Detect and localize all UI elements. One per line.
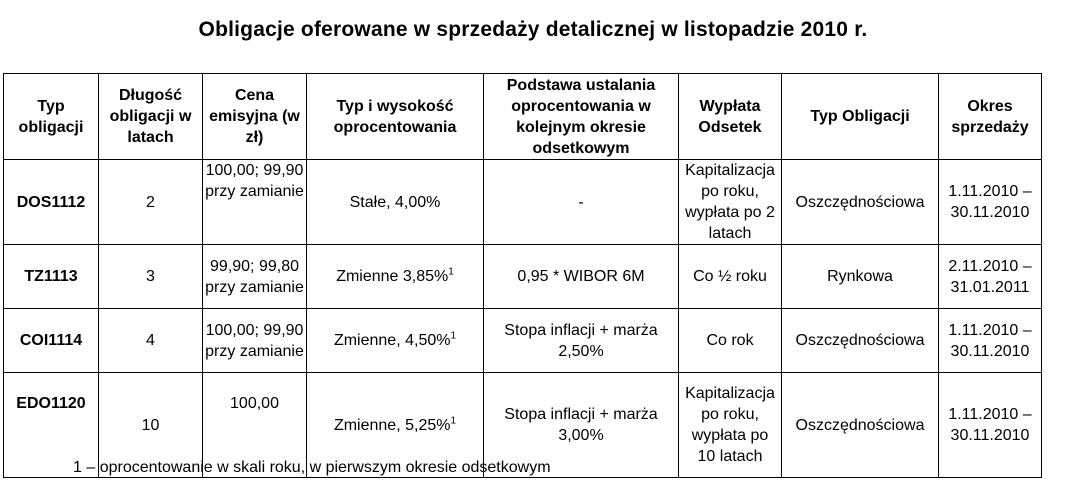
bond-payout: Co ½ roku [679, 245, 782, 309]
footnote [73, 459, 551, 477]
header-sale-period: Okres sprzedaży [939, 74, 1042, 160]
bond-code: DOS1112 [4, 160, 99, 245]
bond-basis: Stopa inflacji + marża 2,50% [484, 309, 679, 373]
bond-length: 3 [99, 245, 203, 309]
bond-rate [307, 245, 484, 309]
header-row [4, 74, 1042, 160]
page-title: Obligacje oferowane w sprzedaży detalicznej w listopadzie 2010 r. [198, 18, 868, 41]
header-bond-kind: Typ Obligacji [782, 74, 939, 160]
header-bond-type: Typ obligacji [4, 74, 99, 160]
bond-length: 10 [99, 373, 203, 478]
bond-rate-text: Zmienne, 5,25% [333, 416, 451, 434]
bond-price: 99,90; 99,80 przy zamianie [203, 245, 307, 309]
table-row [4, 309, 1042, 373]
footnote-ref: 1 [448, 266, 454, 278]
bond-kind: Oszczędnościowa [782, 309, 939, 373]
footnote-ref: 1 [450, 330, 457, 342]
header-interest-type: Typ i wysokość oprocentowania [307, 74, 484, 160]
bond-rate-text: Zmienne 3,85% [336, 268, 449, 285]
bond-period: 1.11.2010 – 30.11.2010 [939, 160, 1042, 245]
header-interest-basis: Podstawa ustalania oprocentowania w kolejnym okresie odsetkowym [484, 74, 679, 160]
bond-code: TZ1113 [4, 245, 99, 309]
bond-rate [307, 309, 484, 373]
table-header [4, 74, 1042, 160]
header-issue-price: Cena emisyjna (w zł) [203, 74, 307, 160]
table-row [4, 245, 1042, 309]
footnote-text: oprocentowanie w skali roku, w pierwszym okresie odsetkowym [95, 459, 551, 476]
bond-period: 1.11.2010 – 30.11.2010 [939, 309, 1042, 373]
bond-rate-text: Stałe, 4,00% [349, 193, 441, 211]
bond-code: EDO1120 [4, 373, 99, 478]
header-interest-payout: Wypłata Odsetek [679, 74, 782, 160]
bond-payout: Kapitalizacja po roku, wypłata po 2 latach [679, 160, 782, 245]
bond-payout: Co rok [679, 309, 782, 373]
bond-kind: Oszczędnościowa [782, 160, 939, 245]
bonds-table [3, 73, 1042, 478]
bond-period: 2.11.2010 – 31.01.2011 [939, 245, 1042, 309]
bond-length: 2 [99, 160, 203, 245]
bond-price: 100,00; 99,90 przy zamianie [203, 160, 307, 245]
bond-basis: 0,95 * WIBOR 6M [484, 245, 679, 309]
bond-price: 100,00; 99,90 przy zamianie [203, 309, 307, 373]
bond-rate-text: Zmienne, 4,50% [333, 332, 451, 349]
footnote-ref: 1 [450, 415, 457, 427]
bond-kind: Oszczędnościowa [782, 373, 939, 478]
bond-basis: Stopa inflacji + marża 3,00% [484, 373, 679, 478]
header-length-years: Długość obligacji w latach [99, 74, 203, 160]
bond-kind: Rynkowa [782, 245, 939, 309]
bond-length: 4 [99, 309, 203, 373]
bond-payout: Kapitalizacja po roku, wypłata po 10 latach [679, 373, 782, 478]
footnote-marker: 1 – [73, 459, 96, 476]
bond-price: 100,00 [203, 373, 307, 478]
bond-code: COI1114 [4, 309, 99, 373]
table-row [4, 160, 1042, 245]
bond-rate [307, 160, 484, 245]
bond-basis: - [484, 160, 679, 245]
bond-period: 1.11.2010 – 30.11.2010 [939, 373, 1042, 478]
